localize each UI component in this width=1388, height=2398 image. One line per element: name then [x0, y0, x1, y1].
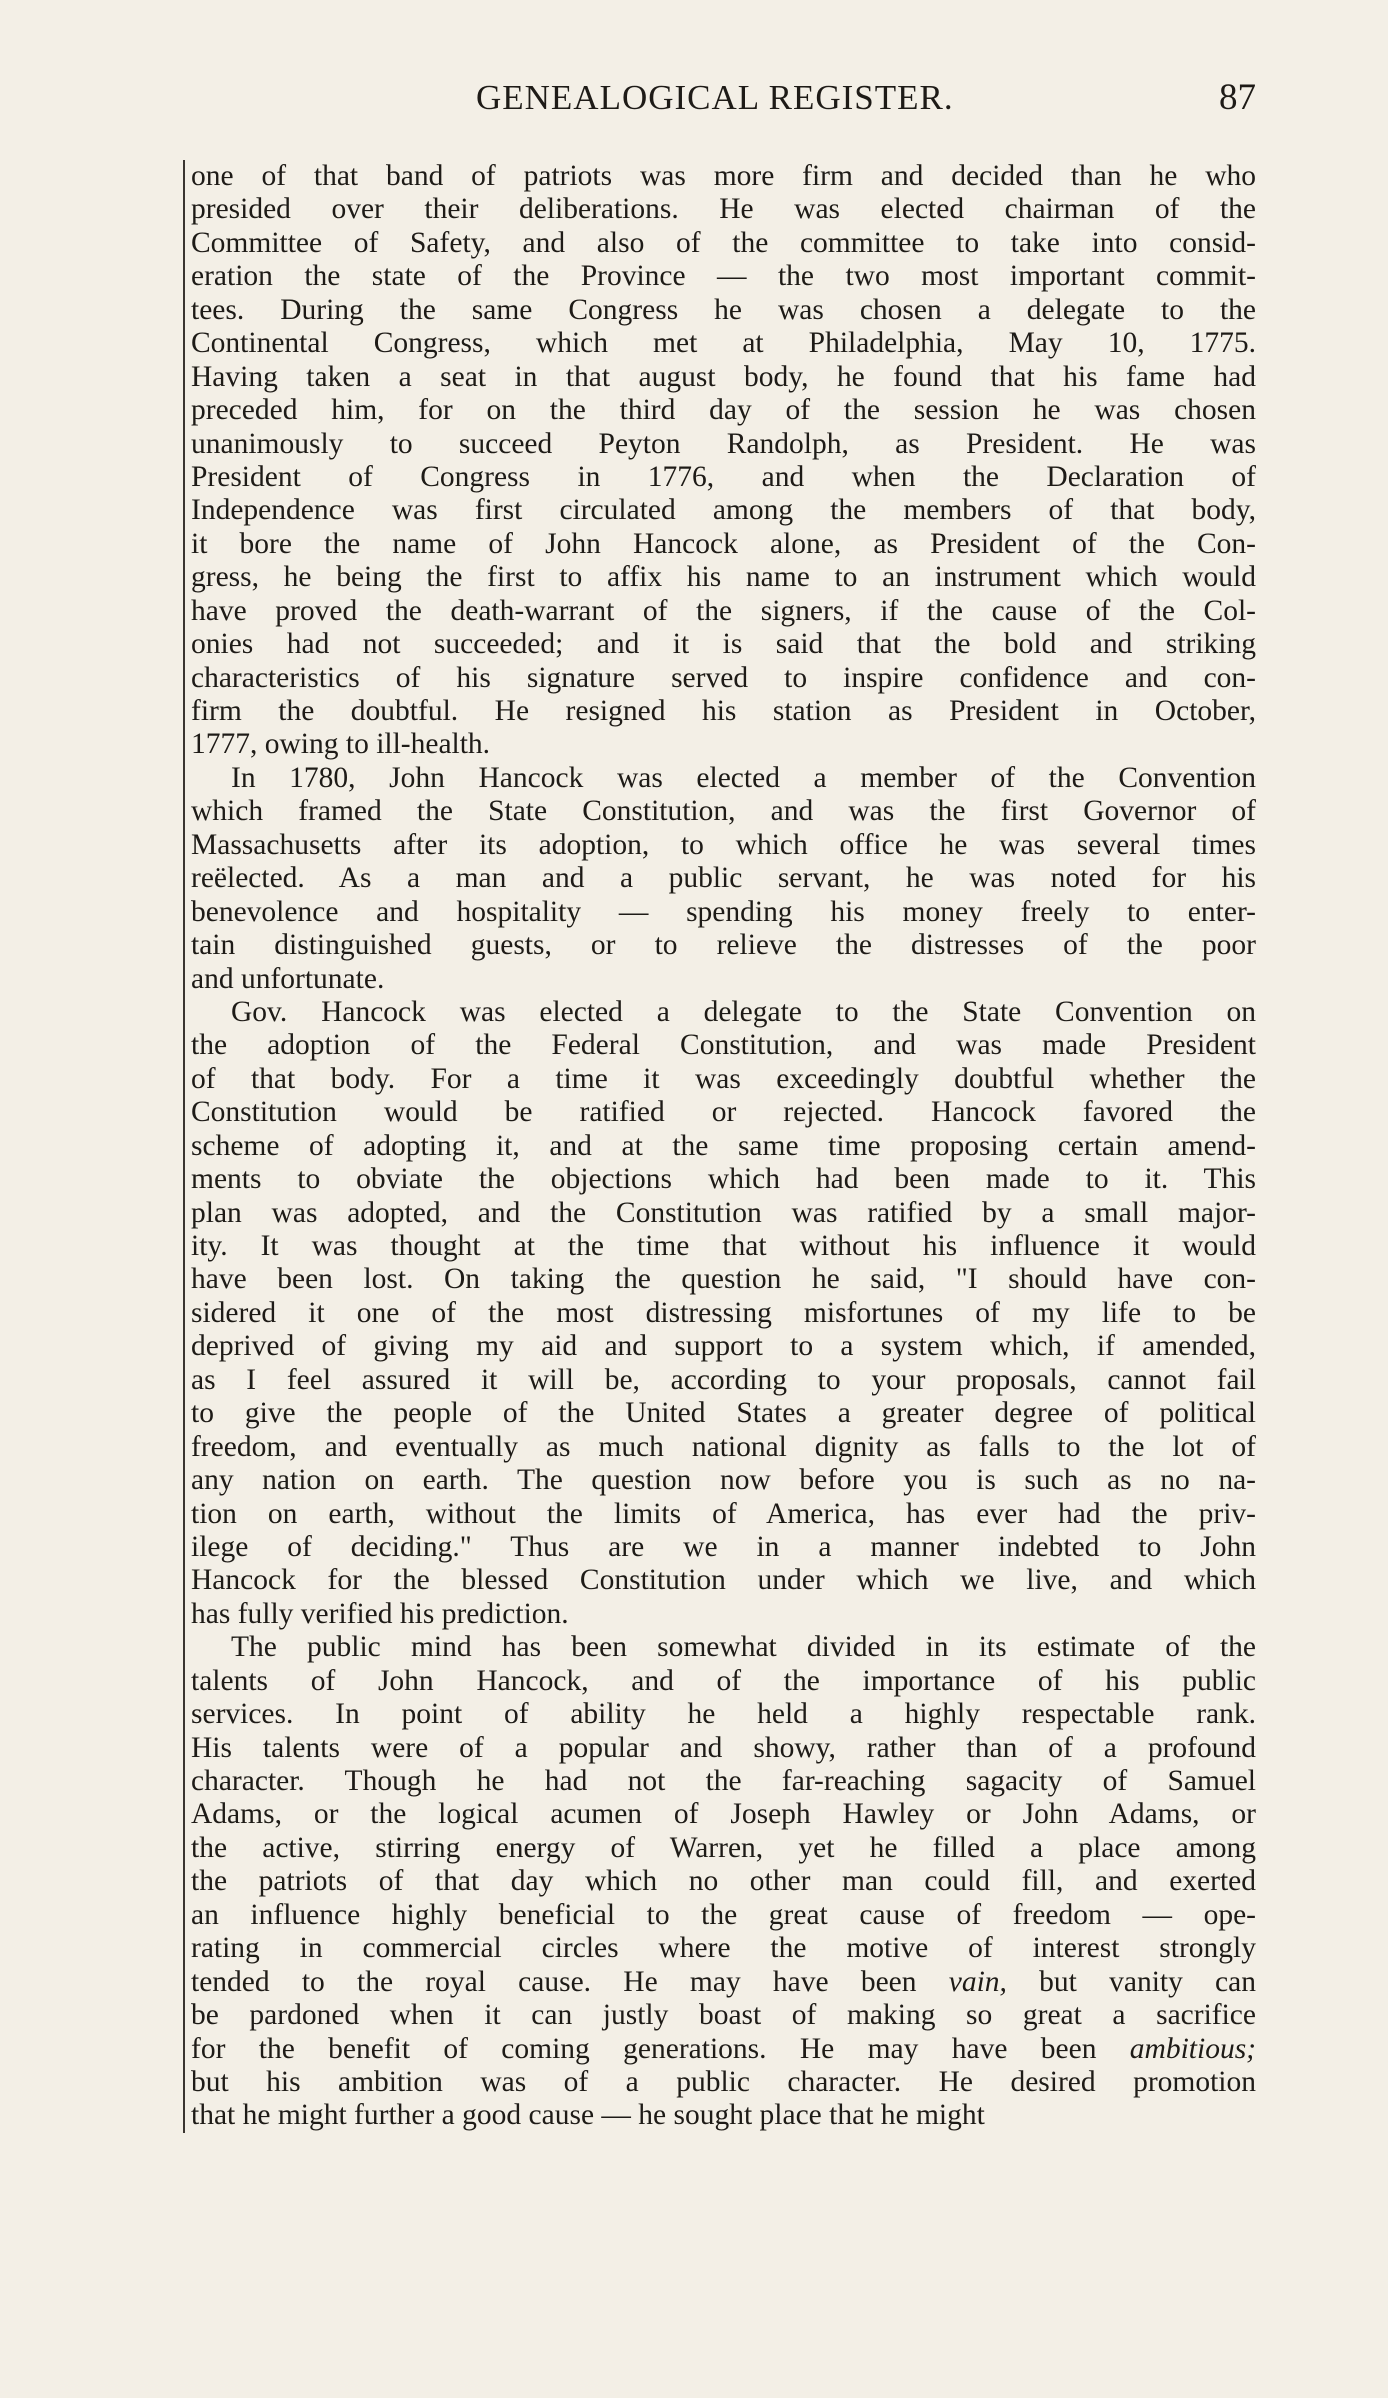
text-line-content: tees. During the same Congress he was chosen a delegate to the [191, 293, 1256, 326]
text-line-content: ity. It was thought at the time that without his influence it would [191, 1230, 1256, 1262]
text-line-content: tion on earth, without the limits of America, has ever had the priv- [191, 1497, 1256, 1530]
text-line [191, 1531, 1256, 1564]
text-line [191, 1698, 1256, 1731]
text-line-content: any nation on earth. The question now before you is such as no na- [191, 1464, 1256, 1497]
text-line-content: ments to obviate the objections which had been made to it. This [191, 1163, 1256, 1196]
text-line [191, 227, 1256, 260]
text-line [191, 628, 1256, 661]
text-line [191, 160, 1256, 193]
text-line-content: His talents were of a popular and showy, rather than of a profound [191, 1731, 1256, 1764]
text-line [191, 2033, 1256, 2066]
text-line-content: Adams, or the logical acumen of Joseph Hawley or John Adams, or [191, 1798, 1256, 1831]
text-line [191, 494, 1256, 527]
text-line [191, 561, 1256, 594]
text-line [191, 862, 1256, 895]
text-line [191, 996, 1256, 1029]
text-line [191, 1665, 1256, 1698]
text-line-content: to give the people of the United States a greater degree of political [191, 1397, 1256, 1430]
text-line [191, 1999, 1256, 2032]
text-line-content: President of Congress in 1776, and when the Declaration of [191, 460, 1256, 493]
text-line [191, 1130, 1256, 1163]
text-line [191, 1364, 1256, 1397]
text-line [191, 1798, 1256, 1831]
text-line [191, 1932, 1256, 1965]
text-line [191, 1966, 1256, 1999]
italic-word: vain, [948, 1965, 1007, 1998]
text-line-content: the patriots of that day which no other man could fill, and exerted [191, 1865, 1256, 1898]
text-line [191, 1096, 1256, 1129]
text-line [191, 1498, 1256, 1531]
text-line-content: talents of John Hancock, and of the importance of his public [191, 1664, 1256, 1697]
text-line [191, 1464, 1256, 1497]
text-line [191, 294, 1256, 327]
page-number: 87 [1219, 77, 1256, 118]
text-line-content: presided over their deliberations. He was elected chairman of the [191, 193, 1256, 226]
text-line-content: but his ambition was of a public character. He desired promotion [191, 2065, 1256, 2098]
text-line [191, 829, 1256, 862]
text-line [191, 795, 1256, 828]
text-line-content: an influence highly beneficial to the great cause of freedom — ope- [191, 1898, 1256, 1931]
text-line-content: In 1780, John Hancock was elected a member of the Convention [231, 761, 1256, 794]
text-line-content: rating in commercial circles where the motive of interest strongly [191, 1932, 1256, 1965]
text-line-content: Committee of Safety, and also of the committee to take into consid- [191, 226, 1256, 259]
text-line [191, 1765, 1256, 1798]
text-line-content: unanimously to succeed Peyton Randolph, as President. He was [191, 427, 1256, 460]
text-line [191, 896, 1256, 929]
text-line-content: Having taken a seat in that august body, he found that his fame had [191, 360, 1256, 393]
text-line-content: reëlected. As a man and a public servant, he was noted for his [191, 862, 1256, 895]
text-line [191, 1230, 1256, 1263]
text-line-content: Gov. Hancock was elected a delegate to the State Convention on [231, 995, 1256, 1028]
text-line-content: onies had not succeeded; and it is said that the bold and striking [191, 628, 1256, 661]
text-line-content: scheme of adopting it, and at the same time proposing certain amend- [191, 1129, 1256, 1162]
text-line-content: have proved the death-warrant of the signers, if the cause of the Col- [191, 594, 1256, 627]
text-line [191, 1832, 1256, 1865]
text-line [191, 1865, 1256, 1898]
text-line-content: benevolence and hospitality — spending his money freely to enter- [191, 895, 1256, 928]
text-line-content: be pardoned when it can justly boast of making so great a sacrifice [191, 1999, 1256, 2032]
text-line [191, 1330, 1256, 1363]
text-line [191, 1564, 1256, 1597]
text-line-content: character. Though he had not the far-reaching sagacity of Samuel [191, 1765, 1256, 1797]
text-line-content: as I feel assured it will be, according to your proposals, cannot fail [191, 1363, 1256, 1396]
text-line-content: the adoption of the Federal Constitution, and was made President [191, 1029, 1256, 1062]
text-line-content: services. In point of ability he held a highly respectable rank. [191, 1698, 1256, 1731]
text-line-content: one of that band of patriots was more firm and decided than he who [191, 160, 1256, 192]
text-line [191, 193, 1256, 226]
text-line-content: Continental Congress, which met at Philadelphia, May 10, 1775. [191, 327, 1256, 360]
text-line-content: it bore the name of John Hancock alone, as President of the Con- [191, 527, 1256, 560]
text-line-content: The public mind has been somewhat divided in its estimate of the [231, 1631, 1256, 1664]
text-line [191, 1163, 1256, 1196]
italic-word: ambitious; [1129, 2032, 1256, 2065]
text-line [191, 1732, 1256, 1765]
text-line-content: tain distinguished guests, or to relieve the distresses of the poor [191, 929, 1256, 962]
running-head [178, 78, 1256, 128]
text-line [191, 1431, 1256, 1464]
text-line [191, 1197, 1256, 1230]
text-line [191, 528, 1256, 561]
running-title: GENEALOGICAL REGISTER. [476, 78, 954, 117]
text-line [191, 2066, 1256, 2099]
text-line-content: for the benefit of coming generations. He may have been [191, 2032, 1130, 2065]
text-line [191, 762, 1256, 795]
text-line-content: tended to the royal cause. He may have been [191, 1965, 949, 1998]
text-line-content: Hancock for the blessed Constitution under which we live, and which [191, 1564, 1256, 1597]
text-line [191, 728, 1256, 761]
text-line-content: the active, stirring energy of Warren, yet he filled a place among [191, 1831, 1256, 1864]
text-line-content: has fully verified his prediction. [191, 1597, 569, 1630]
text-line [191, 1263, 1256, 1296]
text-line [191, 361, 1256, 394]
text-line-content: that he might further a good cause — he sought place that he might [191, 2099, 985, 2132]
text-line [191, 461, 1256, 494]
text-line-content: 1777, owing to ill-health. [191, 728, 491, 761]
text-line [191, 595, 1256, 628]
text-line-content: gress, he being the first to affix his name to an instrument which would [191, 561, 1256, 594]
text-line [191, 260, 1256, 293]
text-line [191, 1397, 1256, 1430]
text-line [191, 394, 1256, 427]
text-line [191, 1598, 1256, 1631]
text-line [191, 963, 1256, 996]
text-line-content: ilege of deciding." Thus are we in a manner indebted to John [191, 1530, 1256, 1563]
text-line-content: which framed the State Constitution, and was the first Governor of [191, 795, 1256, 828]
text-line-content: plan was adopted, and the Constitution was ratified by a small major- [191, 1196, 1256, 1229]
text-line [191, 1297, 1256, 1330]
text-line [191, 428, 1256, 461]
text-line-content: Independence was first circulated among the members of that body, [191, 494, 1256, 527]
text-line [191, 1631, 1256, 1664]
text-line [191, 1899, 1256, 1932]
text-line-content: deprived of giving my aid and support to a system which, if amended, [191, 1330, 1256, 1363]
text-line-content: Constitution would be ratified or rejected. Hancock favored the [191, 1096, 1256, 1129]
text-line-content: have been lost. On taking the question he said, "I should have con- [191, 1263, 1256, 1296]
text-line-content: sidered it one of the most distressing misfortunes of my life to be [191, 1296, 1256, 1329]
text-line-content: characteristics of his signature served to inspire confidence and con- [191, 661, 1256, 694]
text-line [191, 695, 1256, 728]
text-line-content: freedom, and eventually as much national dignity as falls to the lot of [191, 1430, 1256, 1463]
text-line [191, 1063, 1256, 1096]
text-line-content: and unfortunate. [191, 962, 385, 995]
text-line [191, 1029, 1256, 1062]
text-line-content: firm the doubtful. He resigned his station as President in October, [191, 695, 1256, 727]
text-line-content: preceded him, for on the third day of the session he was chosen [191, 394, 1256, 427]
body-text [183, 160, 1256, 2133]
text-line-tail: but vanity can [1006, 1965, 1256, 1998]
text-line-content: Massachusetts after its adoption, to which office he was several times [191, 828, 1256, 861]
text-line [191, 929, 1256, 962]
text-line [191, 662, 1256, 695]
text-line [191, 327, 1256, 360]
text-line [191, 2099, 1256, 2132]
text-line-content: of that body. For a time it was exceedingly doubtful whether the [191, 1062, 1256, 1095]
text-line-content: eration the state of the Province — the two most important commit- [191, 260, 1256, 293]
